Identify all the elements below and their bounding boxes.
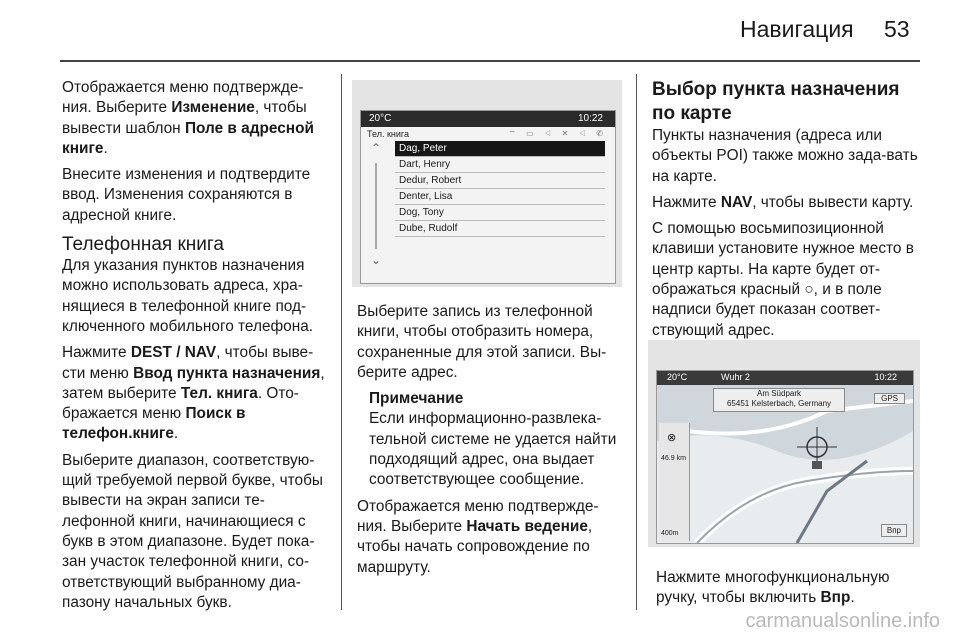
address-box — [713, 388, 845, 412]
column-2 — [357, 302, 625, 584]
column-divider — [341, 74, 342, 610]
section-heading: Выбор пункта назначения по карте — [652, 79, 900, 124]
gps-badge: GPS — [874, 393, 905, 404]
page-title: Навигация — [740, 16, 854, 42]
column-divider — [636, 74, 637, 610]
clock: 10:22 — [874, 372, 897, 382]
dest-button[interactable]: Впр — [881, 524, 907, 537]
display — [360, 110, 616, 284]
temperature: 20°C — [667, 372, 688, 382]
map-sidebar — [659, 423, 690, 541]
clock: 10:22 — [577, 113, 603, 124]
paragraph: Пункты назначения (адреса или объекты POI) также можно зада-вать на карте. — [652, 127, 918, 185]
status-bar — [361, 111, 615, 127]
contact-list — [395, 141, 605, 237]
map-scale: 400m — [661, 530, 679, 537]
location-label: Wuhr 2 — [721, 372, 750, 382]
scroll-down-icon: ⌄ — [371, 253, 382, 267]
temperature: 20°C — [369, 113, 392, 124]
paragraph: Нажмите NAV, чтобы вывести карту. — [652, 193, 914, 211]
address-line: 65451 Kelsterbach, Germany — [726, 399, 832, 408]
scroll-up-icon: ⌃ — [371, 141, 382, 155]
address-line: Am Südpark — [756, 389, 802, 398]
phonebook-screenshot — [352, 80, 622, 287]
contact-item[interactable]: Denter, Lisa — [395, 189, 605, 205]
contact-item[interactable]: Dog, Tony — [395, 205, 605, 221]
page-number: 53 — [884, 16, 910, 42]
note-title: Примечание — [369, 390, 464, 408]
column-3-footer — [656, 568, 920, 615]
compass-icon: ⊗ — [667, 432, 677, 444]
display — [656, 370, 914, 544]
paragraph: Отображается меню подтвержде-ния. Выберите Изменение, чтобы вывести шаблон Поле в адресной книге. — [62, 79, 314, 157]
paragraph: Выберите диапазон, соответствую-щий требуемой первой букве, чтобы вывести на экран записи те-лефонной книги, начинающиеся с букв в этом диапазоне. Будет пока-зан участок телефонной книги, со-ответствующий выбранному диа-пазону начальных букв. — [62, 451, 323, 611]
note — [357, 389, 625, 490]
contact-item[interactable]: Dag, Peter — [395, 141, 605, 157]
paragraph: Нажмите DEST / NAV, чтобы выве-сти меню Ввод пункта назначения, затем выберите Тел. книга. Ото-бражается меню Поиск в телефон.книге. — [62, 344, 325, 443]
paragraph: Выберите запись из телефонной книги, чтобы отобразить номера, сохраненные для этой записи. Вы-берите адрес. — [357, 303, 607, 381]
paragraph: С помощью восьмипозиционной клавиши установите нужное место в центр карты. На карте будет от-ображаться красный ○, и в поле надписи будет показан соответ-ствующий адрес. — [652, 220, 914, 339]
header-rule — [60, 60, 920, 62]
paragraph: Внесите изменения и подтвердите ввод. Изменения сохраняются в адресной книге. — [62, 166, 311, 224]
scrollbar — [375, 163, 377, 249]
column-1 — [62, 78, 327, 619]
paragraph: Нажмите многофункциональную ручку, чтобы включить Впр. — [656, 569, 890, 607]
paragraph: Для указания пунктов назначения можно использовать адреса, хра-нящиеся в телефонной книге под-ключенного мобильного телефона. — [62, 257, 314, 335]
map-screenshot — [648, 340, 920, 547]
note-text: Если информационно-развлека-тельной системе не удается найти подходящий адрес, она выдает соответствующее сообщение. — [369, 410, 617, 489]
watermark: carmanualsonline.info — [745, 610, 940, 632]
contact-item[interactable]: Dube, Rudolf — [395, 221, 605, 237]
distance-readout: 46.9 km — [661, 455, 686, 462]
section-heading: Телефонная книга — [62, 234, 224, 256]
screen-subtitle: Тел. книга — [367, 129, 409, 139]
contact-item[interactable]: Dedur, Robert — [395, 173, 605, 189]
paragraph: Отображается меню подтвержде-ния. Выберите Начать ведение, чтобы начать сопровождение по маршруту. — [357, 497, 599, 576]
column-3 — [652, 78, 920, 347]
status-icons: ⌔ ▭ ◁ ✕ ◁ ✆ — [508, 129, 607, 138]
contact-item[interactable]: Dart, Henry — [395, 157, 605, 173]
status-bar — [657, 371, 913, 385]
